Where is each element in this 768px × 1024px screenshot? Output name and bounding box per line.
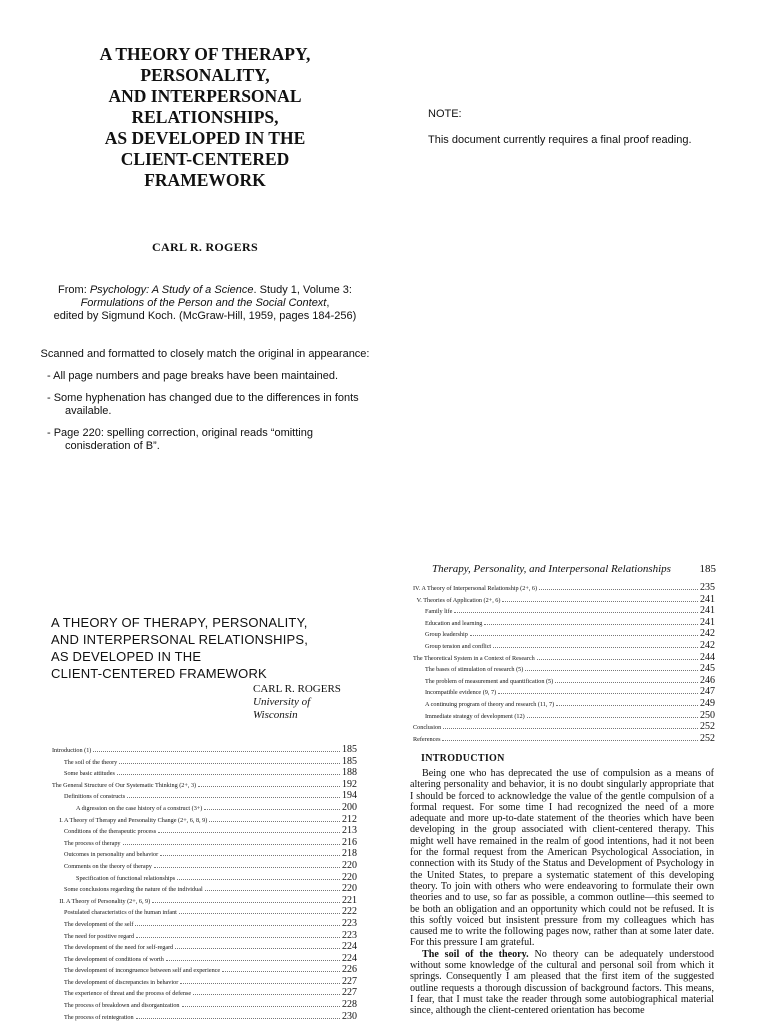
- note-heading: NOTE:: [428, 108, 462, 120]
- toc-entry-label: A continuing program of theory and research (11, 7): [425, 700, 555, 708]
- toc-entry: [52, 825, 357, 837]
- toc-entry: [413, 721, 715, 733]
- toc-entry-label: The development of discrepancies in behavior: [64, 978, 179, 986]
- toc-entry-page: 241: [700, 593, 715, 605]
- toc-entry-page: 241: [700, 605, 715, 617]
- toc-entry-label: Outcomes in personality and behavior: [64, 851, 159, 859]
- toc-leader-dots: [222, 965, 340, 972]
- toc-entry-label: Postulated characteristics of the human infant: [64, 909, 177, 917]
- toc-entry: [52, 964, 357, 976]
- toc-leader-dots: [498, 687, 698, 694]
- toc-entry-page: 216: [342, 836, 357, 848]
- toc-leader-dots: [93, 745, 340, 752]
- table-of-contents-left: [52, 744, 357, 1022]
- toc-entry-page: 227: [342, 987, 357, 999]
- toc-entry-page: 241: [700, 616, 715, 628]
- toc-entry: [52, 872, 357, 884]
- toc-entry-page: 188: [342, 767, 357, 779]
- toc-entry-page: 222: [342, 906, 357, 918]
- toc-entry: [52, 790, 357, 802]
- toc-entry-label: Definitions of constructs: [64, 793, 126, 801]
- toc-leader-dots: [537, 653, 698, 660]
- toc-entry-page: 249: [700, 697, 715, 709]
- toc-entry: [52, 744, 357, 756]
- toc-entry: [413, 582, 715, 594]
- toc-entry-label: Incompatible evidence (9, 7): [425, 689, 497, 697]
- toc-entry-label: The problem of measurement and quantification (5): [425, 677, 554, 685]
- toc-entry: [52, 918, 357, 930]
- toc-entry-label: IV. A Theory of Interpersonal Relationship (2+, 6): [413, 585, 538, 592]
- toc-leader-dots: [152, 896, 340, 903]
- scan-notes: Scanned and formatted to closely match the original in appearance: - All page numbers and page breaks have been maintained. - Some hyphenation has changed due to the differences in fonts available. - Page 220: spelling correction, original reads “omitting conisderation of B”.: [40, 348, 370, 452]
- toc-leader-dots: [123, 838, 340, 845]
- toc-entry: [413, 663, 715, 675]
- toc-leader-dots: [484, 618, 698, 625]
- toc-entry: [413, 652, 715, 664]
- toc-entry-label: The process of reintegration: [64, 1013, 134, 1021]
- toc-entry: [52, 837, 357, 849]
- toc-entry-page: 242: [700, 639, 715, 651]
- table-of-contents-right: [413, 582, 715, 744]
- toc-leader-dots: [166, 954, 340, 961]
- toc-entry-label: Introduction (1): [52, 747, 92, 754]
- toc-entry-page: 194: [342, 790, 357, 802]
- toc-leader-dots: [177, 873, 340, 880]
- note-item: - All page numbers and page breaks have been maintained.: [47, 370, 339, 382]
- toc-entry: [413, 640, 715, 652]
- chapter-author: CARL R. ROGERS University of Wisconsin: [253, 683, 341, 721]
- toc-entry-page: 246: [700, 674, 715, 686]
- toc-entry-label: II. A Theory of Personality (2+, 6, 9): [59, 897, 151, 905]
- toc-leader-dots: [525, 664, 698, 671]
- toc-entry: [52, 767, 357, 779]
- toc-leader-dots: [527, 711, 698, 718]
- toc-leader-dots: [539, 583, 698, 590]
- toc-entry: [52, 895, 357, 907]
- toc-leader-dots: [182, 1000, 340, 1007]
- toc-entry-label: Education and learning: [425, 619, 483, 627]
- toc-leader-dots: [135, 919, 340, 926]
- toc-leader-dots: [158, 826, 340, 833]
- author-name: CARL R. ROGERS: [152, 240, 258, 254]
- toc-entry-label: The development of the self: [64, 920, 134, 928]
- toc-entry: [52, 848, 357, 860]
- toc-leader-dots: [154, 861, 340, 868]
- toc-entry: [52, 941, 357, 953]
- toc-entry-page: 250: [700, 709, 715, 721]
- toc-entry: [413, 686, 715, 698]
- toc-entry-page: 224: [342, 941, 357, 953]
- toc-leader-dots: [119, 757, 340, 764]
- toc-leader-dots: [502, 595, 698, 602]
- toc-entry: [52, 756, 357, 768]
- toc-entry-label: The development of incongruence between self and experience: [64, 967, 221, 975]
- toc-entry-page: 192: [342, 778, 357, 790]
- paragraph: Being one who has deprecated the use of compulsion as a means of altering personality and behavior, it is no doubt singularly appropriate that I should be forced to acknowledge the value of the gentle compulsion of a formal request. For some time I had recognized the need of a more adequate and more up-to-date statement of the theories which have been developing in the group associated with client-centered therapy. This might well have remained in the realm of good intentions, had it not been for the formal request from the American Psychological Association, in connection with its Study of the Status and Development of Psychology in the United States, to prepare a systematic statement of this developing theory. To join with others who were endeavoring to formulate their own theories and to use, so far as possible, a common outline—this seemed to be both an obligation and an opportunity which could not be refused. It is this softly voiced but insistent pressure from my colleagues which has caused me to write the following pages now, rather than at some later date. For this pressure I am grateful.: [410, 768, 714, 949]
- toc-entry: [52, 802, 357, 814]
- toc-entry-label: The development of the need for self-regard: [64, 944, 174, 952]
- toc-entry: [52, 814, 357, 826]
- toc-entry-label: The soil of the theory: [64, 758, 118, 766]
- toc-leader-dots: [204, 803, 340, 810]
- toc-entry-page: 247: [700, 686, 715, 698]
- section-heading: INTRODUCTION: [421, 753, 505, 764]
- note-item: - Page 220: spelling correction, original reads “omitting conisderation of B”.: [47, 427, 313, 452]
- toc-leader-dots: [556, 699, 698, 706]
- toc-entry-page: 220: [342, 859, 357, 871]
- toc-entry-page: 227: [342, 975, 357, 987]
- toc-leader-dots: [180, 977, 340, 984]
- toc-entry: [52, 976, 357, 988]
- toc-leader-dots: [555, 676, 698, 683]
- toc-leader-dots: [470, 629, 698, 636]
- toc-entry-label: Conclusion: [413, 724, 442, 732]
- toc-leader-dots: [442, 734, 698, 741]
- toc-leader-dots: [454, 606, 698, 613]
- toc-entry-label: References: [413, 735, 441, 743]
- toc-entry-label: The experience of threat and the process of defense: [64, 990, 192, 998]
- toc-entry-label: Group leadership: [425, 631, 468, 639]
- toc-entry: [413, 628, 715, 640]
- toc-entry: [413, 733, 715, 745]
- toc-entry-page: 252: [700, 721, 715, 733]
- toc-entry-label: V. Theories of Application (2+, 6): [416, 596, 501, 604]
- toc-entry: [52, 1011, 357, 1023]
- toc-leader-dots: [175, 942, 340, 949]
- toc-leader-dots: [443, 722, 698, 729]
- toc-entry-page: 220: [342, 871, 357, 883]
- toc-entry-label: Some basic attitudes: [64, 770, 115, 778]
- body-text: [410, 768, 714, 1017]
- toc-entry-page: 185: [342, 744, 357, 755]
- toc-entry-label: I. A Theory of Therapy and Personality Change (2+, 6, 8, 9): [59, 816, 208, 824]
- toc-entry-label: Group tension and conflict: [425, 642, 492, 650]
- toc-leader-dots: [179, 907, 340, 914]
- toc-leader-dots: [205, 884, 340, 891]
- toc-entry-label: Comments on the theory of therapy: [64, 862, 152, 870]
- toc-entry-page: 223: [342, 929, 357, 941]
- toc-entry-page: 223: [342, 917, 357, 929]
- toc-entry-label: The need for positive regard: [64, 932, 135, 940]
- toc-entry-page: 218: [342, 848, 357, 860]
- proofreading-note: [428, 108, 748, 146]
- running-head: Therapy, Personality, and Interpersonal Relationships 185: [432, 563, 716, 575]
- toc-entry: [413, 605, 715, 617]
- toc-leader-dots: [127, 791, 340, 798]
- toc-leader-dots: [136, 931, 340, 938]
- toc-entry-page: 220: [342, 883, 357, 895]
- toc-leader-dots: [117, 768, 340, 775]
- toc-entry-page: 200: [342, 801, 357, 813]
- toc-entry-page: 252: [700, 732, 715, 744]
- toc-entry: [413, 675, 715, 687]
- toc-entry-label: The process of therapy: [64, 839, 121, 847]
- toc-entry: [52, 883, 357, 895]
- toc-leader-dots: [160, 849, 340, 856]
- document-title: A THEORY OF THERAPY, PERSONALITY, AND INTERPERSONAL RELATIONSHIPS, AS DEVELOPED IN THE CLIENT-CENTERED FRAMEWORK: [99, 44, 311, 190]
- toc-entry: [413, 698, 715, 710]
- toc-entry: [52, 953, 357, 965]
- toc-entry: [52, 987, 357, 999]
- toc-entry-page: 244: [700, 651, 715, 663]
- toc-entry-page: 230: [342, 1010, 357, 1022]
- toc-entry-label: Some conclusions regarding the nature of the individual: [64, 886, 203, 894]
- toc-entry-label: The General Structure of Our Systematic Thinking (2+, 3): [52, 781, 197, 789]
- toc-entry-page: 235: [700, 582, 715, 593]
- note-item: - Some hyphenation has changed due to the differences in fonts available.: [47, 392, 359, 417]
- toc-entry-page: 185: [342, 755, 357, 767]
- toc-entry-label: Specification of functional relationships: [76, 874, 176, 882]
- toc-entry-label: The Theoretical System in a Context of Research: [413, 654, 535, 662]
- toc-entry: [52, 906, 357, 918]
- toc-entry-page: 212: [342, 813, 357, 825]
- toc-entry: [52, 779, 357, 791]
- page-number: 185: [699, 563, 716, 575]
- toc-entry: [52, 930, 357, 942]
- toc-entry-label: Conditions of the therapeutic process: [64, 828, 157, 836]
- toc-entry: [413, 617, 715, 629]
- toc-entry-label: The development of conditions of worth: [64, 955, 164, 963]
- toc-entry-label: A digression on the case history of a construct (3+): [76, 804, 203, 812]
- toc-entry-page: 213: [342, 825, 357, 837]
- toc-entry: [52, 999, 357, 1011]
- toc-entry-page: 226: [342, 964, 357, 976]
- toc-entry-page: 224: [342, 952, 357, 964]
- toc-entry-page: 228: [342, 999, 357, 1011]
- toc-leader-dots: [209, 815, 340, 822]
- toc-entry: [413, 594, 715, 606]
- paragraph: The soil of the theory. No theory can be adequately understood without some knowledge of the cultural and personal soil from which it springs. Consequently I am pleased that the first item of the suggested outline requests a thorough discussion of background factors. This means, I fear, that I must take the reader through some autobiographical material since, although the client-centered orientation has become: [410, 948, 714, 1017]
- toc-entry: [413, 710, 715, 722]
- toc-entry-label: The process of breakdown and disorganization: [64, 1002, 180, 1010]
- toc-entry: [52, 860, 357, 872]
- toc-leader-dots: [493, 641, 698, 648]
- chapter-title: A THEORY OF THERAPY, PERSONALITY, AND INTERPERSONAL RELATIONSHIPS, AS DEVELOPED IN THE CLIENT-CENTERED FRAMEWORK: [51, 615, 309, 681]
- toc-entry-page: 242: [700, 628, 715, 640]
- toc-entry-label: Family life: [425, 608, 453, 616]
- toc-entry-page: 245: [700, 663, 715, 675]
- toc-entry-page: 221: [342, 894, 357, 906]
- toc-leader-dots: [193, 988, 340, 995]
- toc-leader-dots: [198, 780, 340, 787]
- note-text: This document currently requires a final proof reading.: [428, 134, 692, 146]
- toc-leader-dots: [136, 1012, 340, 1019]
- toc-entry-label: The bases of stimulation of research (5): [425, 666, 524, 674]
- source-citation: From: Psychology: A Study of a Science. Study 1, Volume 3: Formulations of the Person and the Social Context, edited by Sigmund Koch. (McGraw-Hill, 1959, pages 184-256): [53, 284, 357, 322]
- toc-entry-label: Immediate strategy of development (12): [425, 712, 525, 720]
